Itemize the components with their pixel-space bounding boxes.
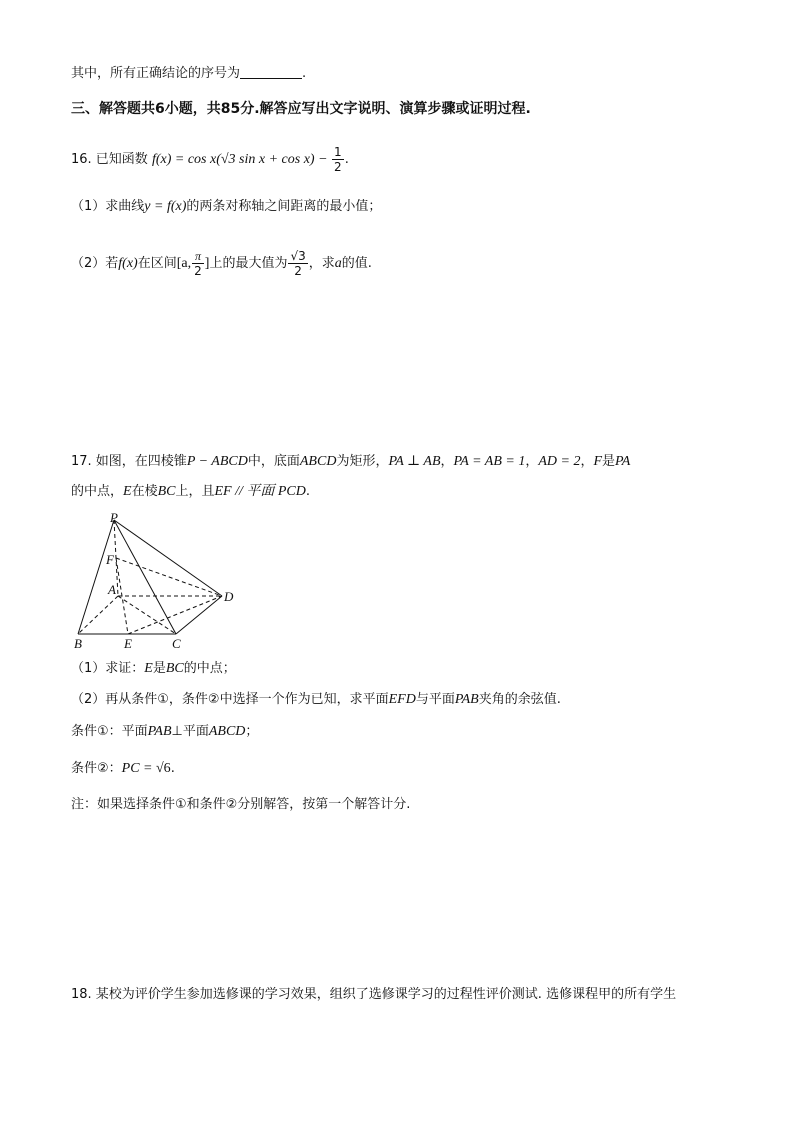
label-D: D xyxy=(224,589,234,604)
fraction-pi-over-2: $\frac{\pi}{2}$ xyxy=(194,249,202,278)
fraction-one-half: $\frac{1}{2}$ xyxy=(334,145,342,174)
q16-function: f(x) = cos x(√3 sin x + cos x) − xyxy=(151,152,332,167)
question-16: 16. 已知函数 f(x) = cos x(√3 sin x + cos x) − $\frac{1}{2}$ . xyxy=(71,145,349,174)
answer-blank[interactable] xyxy=(240,64,302,79)
label-C: C xyxy=(172,636,181,651)
blank-prompt: 其中，所有正确结论的序号为 xyxy=(71,66,241,81)
fraction-sqrt3-over-2: $\frac{√3}{2}$ xyxy=(290,249,306,278)
label-P: P xyxy=(110,512,118,525)
scoring-note: 注：如果选择条件①和条件②分别解答，按第一个解答计分. xyxy=(71,797,411,812)
label-F: F xyxy=(106,552,114,567)
interval-start: [a, xyxy=(176,256,192,271)
condition-2: 条件②：PC = √6. xyxy=(71,761,175,776)
edge-PD xyxy=(114,520,222,596)
label-A: A xyxy=(108,582,116,597)
question-17-line-1: 17. 如图，在四棱锥P − ABCD中，底面ABCD为矩形，PA ⊥ AB，PA = AB = 1，AD = 2，F是PA xyxy=(71,454,631,469)
question-17-line-2: 的中点，E在棱BC上，且EF // 平面 PCD. xyxy=(71,484,311,499)
question-18: 18. 某校为评价学生参加选修课的学习效果，组织了选修课学习的过程性评价测试. 选修课程甲的所有学生 xyxy=(71,987,677,1002)
edge-CD xyxy=(176,596,222,634)
fill-blank-line xyxy=(71,64,306,84)
question-16-part-1: （1）求曲线y = f(x)的两条对称轴之间距离的最小值； xyxy=(71,199,382,214)
section-heading: 三、解答题共6小题，共85分.解答应写出文字说明、演算步骤或证明过程. xyxy=(71,101,531,117)
question-17-part-2: （2）再从条件①，条件②中选择一个作为已知，求平面EFD与平面PAB夹角的余弦值. xyxy=(71,692,561,707)
label-B: B xyxy=(74,636,82,651)
period: . xyxy=(302,66,307,81)
label-E: E xyxy=(124,636,132,651)
segment-FD xyxy=(116,558,222,596)
edge-PC xyxy=(114,520,176,634)
pyramid-figure xyxy=(70,512,250,652)
q16-label: 16. 已知函数 xyxy=(71,152,148,167)
question-16-part-2: （2）若f(x)在区间[a, $\frac{\pi}{2}$ ]上的最大值为 $\frac{√3}{2}$ ，求a的值. xyxy=(71,249,372,278)
curve-expr: y = f(x) xyxy=(144,199,187,214)
segment-ED xyxy=(128,596,222,634)
question-17-part-1: （1）求证：E是BC的中点； xyxy=(71,661,236,676)
condition-1: 条件①：平面PAB⊥平面ABCD； xyxy=(71,724,259,739)
